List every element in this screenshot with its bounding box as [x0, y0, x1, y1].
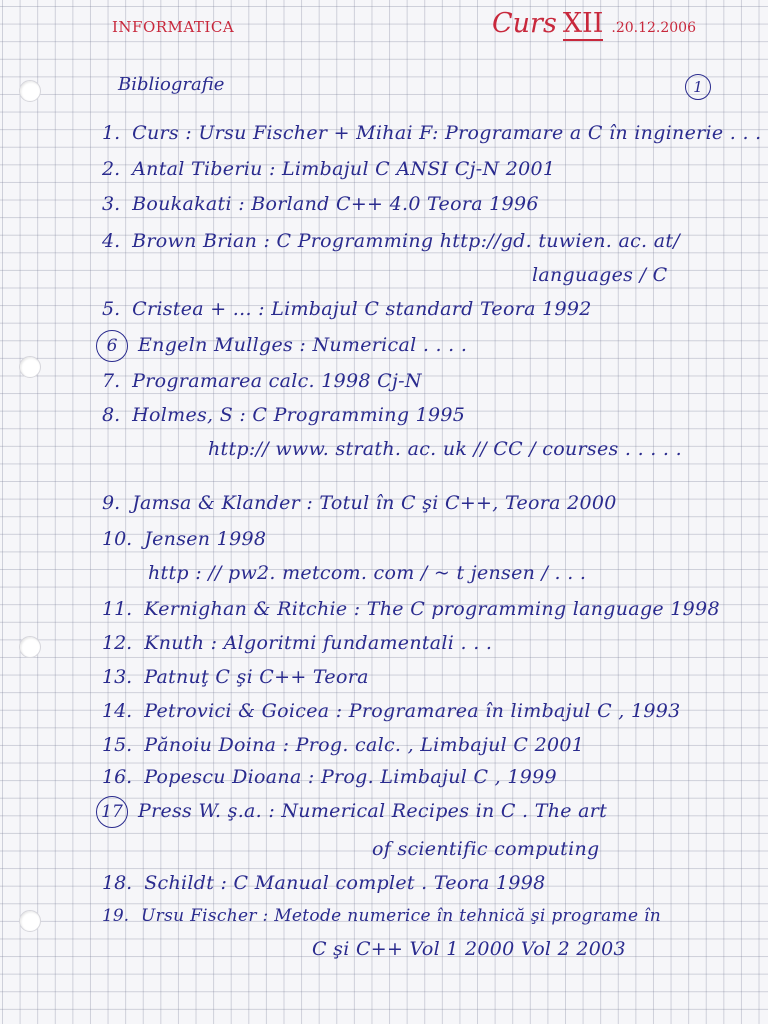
entry-text: Programarea calc. 1998 Cj-N: [132, 370, 422, 392]
bibliography-entry: [102, 768, 557, 787]
entry-text: Jamsa & Klander : Totul în C şi C++, Teora 2000: [132, 492, 617, 514]
entry-text: Press W. ş.a. : Numerical Recipes in C . The art: [138, 800, 608, 822]
entry-number: 2.: [102, 158, 121, 180]
punch-hole-lower-middle: [19, 636, 41, 658]
entry-number: 1.: [102, 122, 121, 144]
entry-continuation: http:// www. strath. ac. uk // CC / courses . . . . .: [208, 438, 682, 460]
entry-text: Patnuţ C şi C++ Teora: [144, 666, 369, 688]
entry-continuation: C şi C++ Vol 1 2000 Vol 2 2003: [312, 938, 626, 960]
bibliography-entry: [102, 908, 661, 925]
course-number: XII: [562, 8, 604, 39]
entry-number: 5.: [102, 298, 121, 320]
entry-number: 10.: [102, 528, 133, 550]
entry-number: 16.: [102, 766, 133, 788]
entry-text: Popescu Dioana : Prog. Limbajul C , 1999: [144, 766, 557, 788]
subject-title: INFORMATICA: [112, 18, 235, 36]
entry-number-circled: 17: [96, 796, 128, 828]
entry-number: 14.: [102, 700, 133, 722]
bibliography-entry: [102, 406, 465, 425]
entry-continuation: of scientific computing: [372, 838, 600, 860]
entry-continuation: http : // pw2. metcom. com / ~ t jensen / . . .: [148, 562, 587, 584]
bibliography-entry: [102, 530, 266, 549]
bibliography-entry: [102, 124, 761, 143]
entry-continuation: languages / C: [532, 264, 668, 286]
page-number: 1: [685, 74, 711, 100]
entry-number: 13.: [102, 666, 133, 688]
bibliography-entry: [102, 160, 555, 179]
entry-text: Ursu Fischer : Metode numerice în tehnică şi programe în: [141, 906, 662, 926]
entry-text: Schildt : C Manual complet . Teora 1998: [144, 872, 546, 894]
entry-text: Boukakati : Borland C++ 4.0 Teora 1996: [132, 193, 539, 215]
bibliography-entry: [102, 195, 539, 214]
bibliography-entry: [102, 232, 680, 251]
entry-text: Cristea + ... : Limbajul C standard Teora 1992: [132, 298, 592, 320]
entry-text: Kernighan & Ritchie : The C programming language 1998: [144, 598, 720, 620]
entry-number: 4.: [102, 230, 121, 252]
entry-number: 18.: [102, 872, 133, 894]
entry-text: Petrovici & Goicea : Programarea în limbajul C , 1993: [144, 700, 681, 722]
bibliography-entry: [102, 702, 681, 721]
entry-text: Antal Tiberiu : Limbajul C ANSI Cj-N 2001: [132, 158, 556, 180]
bibliography-entry: [102, 330, 467, 362]
entry-number-circled: 6: [96, 330, 128, 362]
entry-number: 19.: [102, 906, 130, 926]
bibliography-entry: [102, 874, 546, 893]
bibliography-entry: [102, 796, 607, 828]
entry-text: Jensen 1998: [144, 528, 267, 550]
course-date: .20.12.2006: [611, 20, 696, 36]
entry-number: 11.: [102, 598, 133, 620]
entry-number: 8.: [102, 404, 121, 426]
entry-text: Pănoiu Doina : Prog. calc. , Limbajul C 2001: [144, 734, 585, 756]
entry-number: 12.: [102, 632, 133, 654]
entry-number: 9.: [102, 492, 121, 514]
bibliography-entry: [102, 668, 369, 687]
course-label: Curs: [492, 8, 557, 39]
bibliography-entry: [102, 634, 492, 653]
entry-text: Holmes, S : C Programming 1995: [132, 404, 466, 426]
punch-hole-top: [19, 80, 41, 102]
bibliography-entry: [102, 600, 720, 619]
bibliography-entry: [102, 300, 592, 319]
entry-text: Engeln Mullges : Numerical . . . .: [138, 334, 468, 356]
bibliography-heading: Bibliografie: [118, 74, 225, 95]
entry-text: Curs : Ursu Fischer + Mihai F: Programare a C în inginerie . . .: [132, 122, 762, 144]
entry-number: 15.: [102, 734, 133, 756]
entry-number: 3.: [102, 193, 121, 215]
bibliography-entry: [102, 372, 422, 391]
punch-hole-bottom: [19, 910, 41, 932]
bibliography-entry: [102, 494, 617, 513]
entry-number: 7.: [102, 370, 121, 392]
course-header: [492, 8, 696, 41]
entry-text: Brown Brian : C Programming http://gd. tuwien. ac. at/: [132, 230, 680, 252]
entry-text: Knuth : Algoritmi fundamentali . . .: [144, 632, 493, 654]
bibliography-entry: [102, 736, 584, 755]
punch-hole-upper-middle: [19, 356, 41, 378]
